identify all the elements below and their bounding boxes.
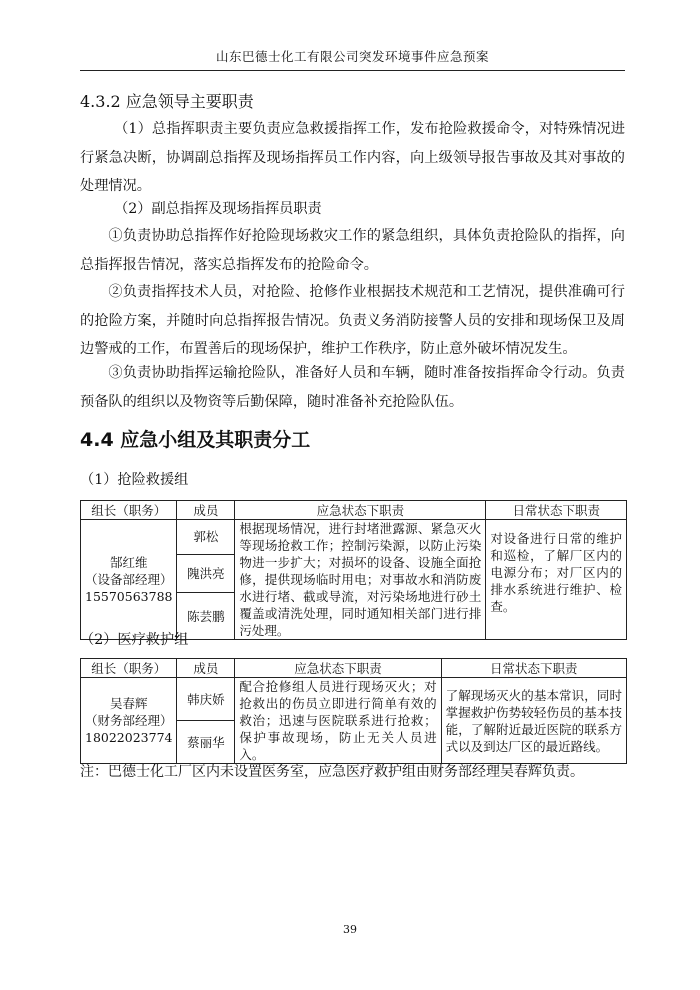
emergency-duty-text: 配合抢修组人员进行现场灭火；对抢救出的伤员立即进行简单有效的救治；迅速与医院联系进行抢救；保护事故现场，防止无关人员进入。	[239, 679, 437, 762]
paragraph-commander-duties: （1）总指挥职责主要负责应急救援指挥工作，发布抢险救援命令，对特殊情况进行紧急决断，协调副总指挥及现场指挥员工作内容，向上级领导报告事故及其对事故的处理情况。	[80, 121, 625, 194]
daily-duty-text: 对设备进行日常的维护和巡检，了解厂区内的电源分布；对厂区内的排水系统进行维护、检查。	[490, 531, 622, 614]
leader-title: （财务部经理）	[85, 713, 173, 728]
col-header-leader: 组长（职务）	[81, 501, 177, 520]
daily-duty-text: 了解现场灭火的基本常识，同时掌握救护伤势较轻伤员的基本技能，了解附近最近医院的联系方式以及到达厂区的最近路线。	[445, 687, 622, 754]
paragraph-duty-3: ③负责协助指挥运输抢险队，准备好人员和车辆，随时准备按指挥命令行动。负责预备队的组织以及物资等后勤保障，随时准备补充抢险队伍。	[80, 365, 625, 410]
col-header-emergency-duty: 应急状态下职责	[235, 659, 441, 678]
leader-phone: 18022023774	[85, 730, 173, 745]
daily-duty-cell	[441, 678, 626, 764]
member-name: 蔡丽华	[177, 721, 235, 764]
paragraph-duty-2: ②负责指挥技术人员，对抢险、抢修作业根据技术规范和工艺情况，提供准确可行的抢险方案，并随时向总指挥报告情况。负责义务消防接警人员的安排和现场保卫及周边警戒的工作，布置善后的现场保护，维护工作秩序，防止意外破坏情况发生。	[80, 284, 625, 357]
member-name: 隗洪亮	[177, 554, 235, 593]
section-heading-4-4: 4.4 应急小组及其职责分工	[80, 429, 311, 451]
leader-name: 吴春辉	[109, 696, 148, 711]
rescue-group-table	[80, 500, 627, 640]
table-row	[81, 520, 627, 555]
footnote: 注：巴德士化工厂区内未设置医务室，应急医疗救护组由财务部经理吴春辉负责。	[80, 764, 584, 780]
daily-duty-cell	[486, 520, 627, 640]
col-header-daily-duty: 日常状态下职责	[441, 659, 626, 678]
table-header-row	[81, 659, 627, 678]
col-header-emergency-duty: 应急状态下职责	[235, 501, 486, 520]
paragraph-deputy-heading: （2）副总指挥及现场指挥员职责	[114, 201, 322, 217]
emergency-duty-text: 根据现场情况，进行封堵泄露源、紧急灭火等现场抢救工作；控制污染源，以防止污染物进一步扩大；对损坏的设备、设施全面抢修，提供现场临时用电；对事故水和消防废水进行堵、截或导流，对污染场地进行砂土覆盖或清洗处理，同时通知相关部门进行排污处理。	[239, 521, 482, 638]
page-number: 39	[343, 923, 357, 936]
leader-title: （设备部经理）	[85, 572, 173, 587]
leader-cell	[81, 678, 177, 764]
member-name: 陈芸鹏	[177, 593, 235, 640]
emergency-duty-cell	[235, 520, 486, 640]
leader-phone: 15570563788	[85, 589, 173, 604]
section-heading-4-3-2: 4.3.2 应急领导主要职责	[80, 92, 254, 111]
col-header-members: 成员	[177, 659, 235, 678]
col-header-leader: 组长（职务）	[81, 659, 177, 678]
leader-cell	[81, 520, 177, 640]
group-title-medical: （2）医疗救护组	[80, 632, 189, 648]
leader-name: 郜红维	[109, 555, 148, 570]
table-row	[81, 678, 627, 721]
document-header: 山东巴德士化工有限公司突发环境事件应急预案	[215, 49, 489, 64]
emergency-duty-cell	[235, 678, 441, 764]
member-name: 郭松	[177, 520, 235, 555]
header-divider	[80, 70, 625, 71]
group-title-rescue: （1）抢险救援组	[80, 472, 189, 488]
member-name: 韩庆娇	[177, 678, 235, 721]
paragraph-duty-1: ①负责协助总指挥作好抢险现场救灾工作的紧急组织，具体负责抢险队的指挥，向总指挥报告情况，落实总指挥发布的抢险命令。	[80, 228, 625, 273]
medical-group-table	[80, 658, 627, 764]
col-header-members: 成员	[177, 501, 235, 520]
col-header-daily-duty: 日常状态下职责	[486, 501, 627, 520]
table-header-row	[81, 501, 627, 520]
